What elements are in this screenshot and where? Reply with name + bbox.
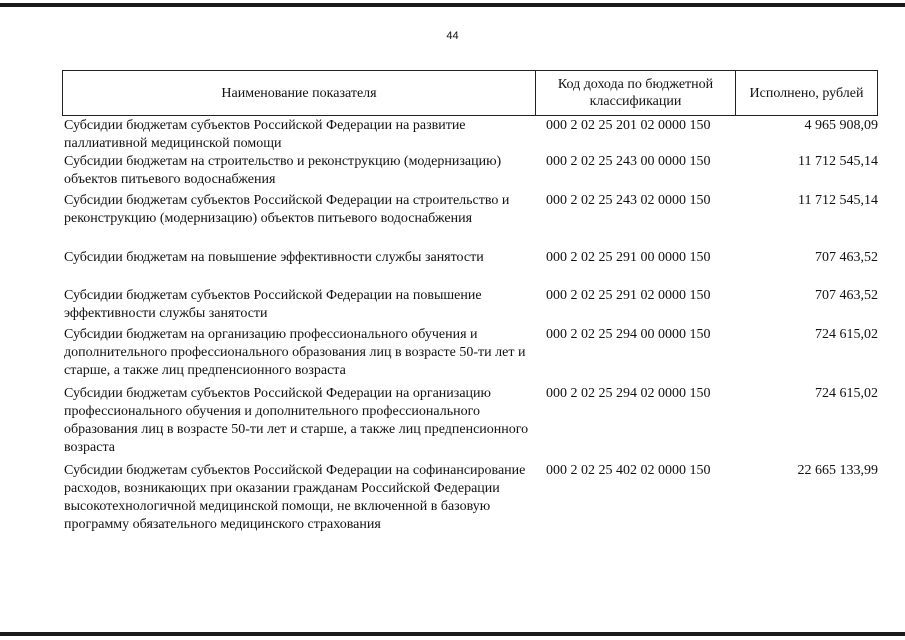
row-indicator-name: Субсидии бюджетам субъектов Российской Федерации на софинансирование расходов, возникающих при оказании гражданам Российской Федерации высокотехнологичной медицинской помощи, не включенной в базовую программу обязательного медицинского страхования — [64, 463, 526, 532]
header-code-column: Код дохода по бюджетной классификации — [536, 71, 736, 115]
header-amount-column: Исполнено, рублей — [749, 85, 864, 101]
top-border-rule — [0, 3, 905, 7]
row-amount: 707 463,52 — [815, 250, 878, 265]
row-income-code: 000 2 02 25 291 00 0000 150 — [546, 250, 711, 265]
row-indicator-name: Субсидии бюджетам на строительство и реконструкцию (модернизацию) объектов питьевого водоснабжения — [64, 154, 502, 187]
table-row — [62, 153, 878, 192]
row-indicator-name: Субсидии бюджетам субъектов Российской Федерации на повышение эффективности службы занятости — [64, 288, 482, 321]
table-row — [62, 326, 878, 385]
table-body — [62, 117, 878, 557]
row-indicator-name: Субсидии бюджетам на повышение эффективности службы занятости — [64, 250, 484, 265]
page-number: 44 — [446, 30, 459, 42]
row-income-code: 000 2 02 25 291 02 0000 150 — [546, 288, 711, 303]
row-amount: 724 615,02 — [815, 327, 878, 342]
table-row — [62, 287, 878, 326]
row-amount: 724 615,02 — [815, 386, 878, 401]
table-row — [62, 249, 878, 287]
bottom-border-rule — [0, 632, 905, 636]
row-indicator-name: Субсидии бюджетам субъектов Российской Федерации на строительство и реконструкцию (модернизацию) объектов питьевого водоснабжения — [64, 193, 510, 226]
table-row — [62, 462, 878, 557]
table-row — [62, 385, 878, 462]
row-income-code: 000 2 02 25 243 02 0000 150 — [546, 193, 711, 208]
row-amount: 11 712 545,14 — [798, 154, 878, 169]
row-indicator-name: Субсидии бюджетам субъектов Российской Федерации на организацию профессионального обучения и дополнительного профессионального образования лиц в возрасте 50-ти лет и старше, а также лиц предпенсионного возраста — [64, 386, 529, 455]
table-row — [62, 117, 878, 153]
table-row — [62, 192, 878, 249]
row-income-code: 000 2 02 25 294 02 0000 150 — [546, 386, 711, 401]
row-amount: 22 665 133,99 — [797, 463, 878, 478]
row-amount: 707 463,52 — [815, 288, 878, 303]
row-indicator-name: Субсидии бюджетам на организацию профессионального обучения и дополнительного профессионального образования лиц в возрасте 50-ти лет и старше, а также лиц предпенсионного возраста — [64, 327, 526, 378]
row-income-code: 000 2 02 25 294 00 0000 150 — [546, 327, 711, 342]
row-income-code: 000 2 02 25 243 00 0000 150 — [546, 154, 711, 169]
row-income-code: 000 2 02 25 402 02 0000 150 — [546, 463, 711, 478]
row-amount: 4 965 908,09 — [804, 118, 878, 133]
table-header — [62, 70, 878, 116]
row-amount: 11 712 545,14 — [798, 193, 878, 208]
header-name-column: Наименование показателя — [63, 71, 536, 115]
row-income-code: 000 2 02 25 201 02 0000 150 — [546, 118, 711, 133]
row-indicator-name: Субсидии бюджетам субъектов Российской Федерации на развитие паллиативной медицинской помощи — [64, 118, 466, 151]
